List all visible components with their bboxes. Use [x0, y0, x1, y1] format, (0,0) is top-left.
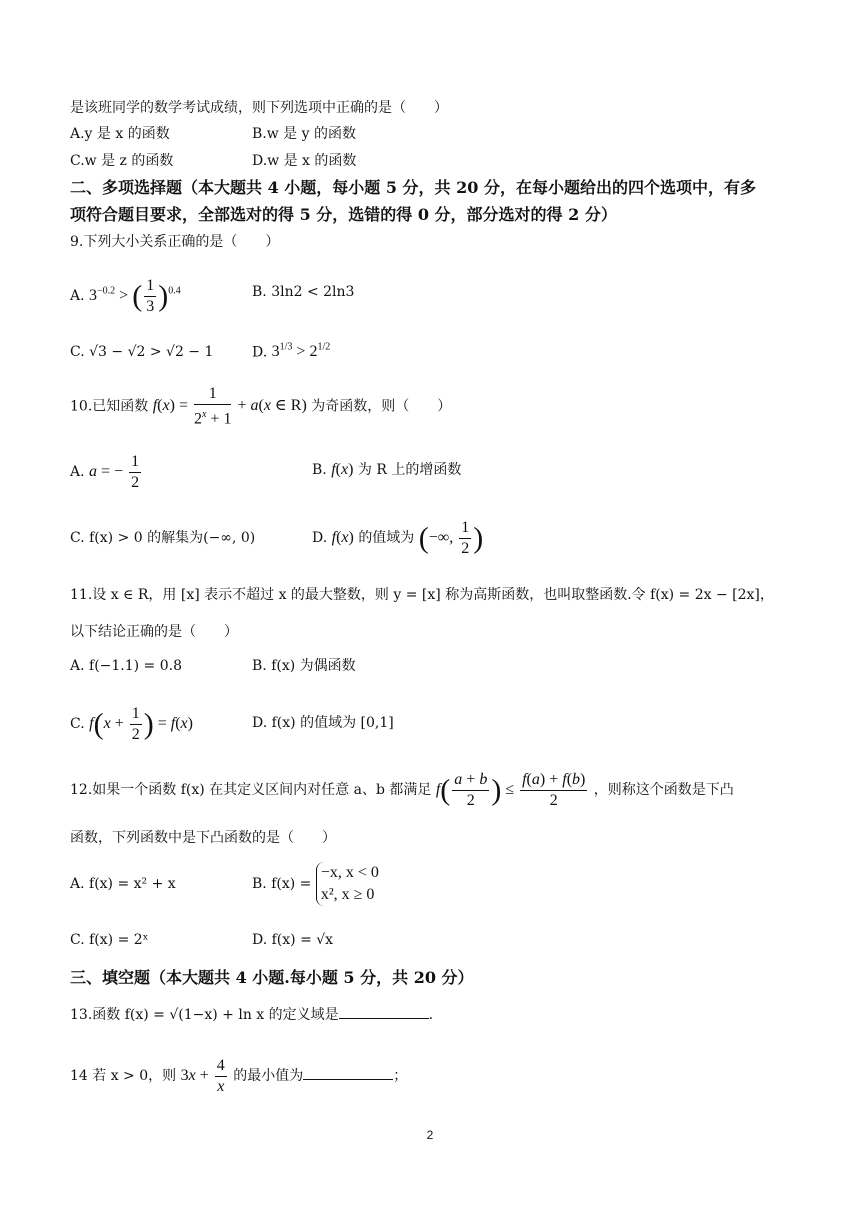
q9-option-b: B. 3ln2 < 2ln3	[252, 284, 355, 300]
q10-option-d	[312, 518, 483, 559]
q10-option-b	[312, 460, 461, 480]
q8-option-c: C.w 是 z 的函数	[70, 153, 174, 169]
q12-option-d: D. f(x) = √x	[252, 932, 334, 948]
q10-option-a-label: A.	[70, 464, 85, 481]
q10-option-c: C. f(x) > 0 的解集为(−∞, 0)	[70, 530, 256, 546]
q14	[70, 1056, 407, 1097]
q8-option-d: D.w 是 x 的函数	[252, 153, 357, 169]
q11-option-c	[70, 704, 193, 745]
q12-stem-continued: 函数，下列函数中是下凸函数的是（ ）	[70, 830, 336, 846]
q13	[70, 1004, 433, 1025]
q12-option-c: C. f(x) = 2ˣ	[70, 932, 149, 948]
q11-stem-continued: 以下结论正确的是（ ）	[70, 624, 238, 640]
q9-option-d-math: $3^{1/3} > 2^{1/2}$	[271, 342, 331, 361]
section-3-heading: 三、填空题（本大题共 4 小题.每小题 5 分，共 20 分）	[70, 968, 474, 987]
q12-stem	[70, 770, 734, 811]
q10-option-b-math: f(x)	[331, 461, 354, 478]
q13-answer-blank[interactable]	[339, 1004, 429, 1019]
q8-option-b: B.w 是 y 的函数	[252, 126, 356, 142]
q12-stem-prefix: 12.如果一个函数 f(x) 在其定义区间内对任意 a、b 都满足	[70, 782, 432, 799]
q9-option-d	[252, 338, 330, 362]
q10-stem	[70, 384, 451, 429]
q14-prefix: 14 若 x > 0，则	[70, 1068, 177, 1085]
q10-function: f(x) = $\frac{1}{2^x + 1}$ + a(x ∈ R)	[152, 385, 307, 428]
q10-option-d-function: f(x)	[331, 529, 354, 547]
q12-option-b-label: B. f(x) =	[252, 876, 312, 892]
q9-stem: 9.下列大小关系正确的是（ ）	[70, 234, 280, 250]
q9-option-c: C. √3 − √2 > √2 − 1	[70, 344, 214, 360]
q11-stem: 11.设 x ∈ R，用 [x] 表示不超过 x 的最大整数，则 y = [x] 称为高斯函数，也叫取整函数.令 f(x) = 2x − [2x]，	[70, 587, 774, 603]
section-2-heading-line2: 项符合题目要求，全部选对的得 5 分，选错的得 0 分，部分选对的得 2 分）	[70, 205, 617, 224]
q9-option-a-label: A.	[70, 288, 85, 305]
page-number: 2	[426, 1128, 434, 1142]
q12-stem-suffix: ，则称这个函数是下凸	[593, 782, 734, 799]
q9-option-d-label: D.	[252, 344, 268, 361]
q10-option-a-math: a = − $\frac{1}{2}$	[89, 453, 140, 491]
q10-option-a	[70, 452, 143, 493]
q14-expression: 3x + $\frac{4}{x}$	[180, 1057, 225, 1095]
q11-option-a: A. f(−1.1) = 0.8	[70, 658, 183, 674]
q10-stem-suffix: 为奇函数，则（ ）	[311, 398, 452, 415]
q14-answer-blank[interactable]	[303, 1065, 393, 1080]
q9-option-a	[70, 276, 181, 317]
q9-option-a-math: $3^{-0.2}$ > ( $\frac{1}{3}$ )$^{0.4}$	[89, 277, 181, 315]
q10-option-d-suffix: 的值域为	[358, 530, 415, 547]
q12-option-b-piecewise	[316, 862, 379, 906]
q10-option-d-interval: (−∞, $\frac{1}{2}$ )	[418, 519, 484, 557]
q11-option-b: B. f(x) 为偶函数	[252, 658, 356, 674]
q10-option-b-suffix: 为 R 上的增函数	[357, 462, 462, 478]
q11-option-c-math: f(x + $\frac{1}{2}$ ) = f(x)	[89, 705, 193, 743]
section-2-heading-line1: 二、多项选择题（本大题共 4 小题，每小题 5 分，共 20 分，在每小题给出的四个选项中，有多	[70, 178, 756, 197]
question-8-intro: 是该班同学的数学考试成绩，则下列选项中正确的是（ ）	[70, 100, 448, 116]
q12-option-b	[252, 862, 379, 906]
q12-inequality: f( $\frac{a + b}{2}$ ) ≤ $\frac{f(a) + f(b)}{2}$	[435, 771, 586, 809]
q13-prefix: 13.函数 f(x) = √(1−x) + ln x 的定义域是	[70, 1007, 339, 1023]
q11-option-d: D. f(x) 的值域为 [0,1]	[252, 715, 394, 731]
q10-option-d-prefix: D.	[312, 530, 328, 547]
q12-option-b-case-1: −x, x < 0	[320, 864, 379, 881]
q13-suffix: .	[428, 1007, 434, 1023]
q14-end: ；	[393, 1068, 408, 1085]
q10-stem-prefix: 10.已知函数	[70, 398, 149, 415]
q8-option-a: A.y 是 x 的函数	[70, 126, 170, 142]
q10-option-b-prefix: B.	[312, 462, 327, 478]
q12-option-a: A. f(x) = x² + x	[70, 876, 176, 892]
q11-option-c-label: C.	[70, 716, 85, 733]
q12-option-b-case-2: x², x ≥ 0	[320, 886, 375, 903]
q14-suffix: 的最小值为	[233, 1068, 304, 1085]
